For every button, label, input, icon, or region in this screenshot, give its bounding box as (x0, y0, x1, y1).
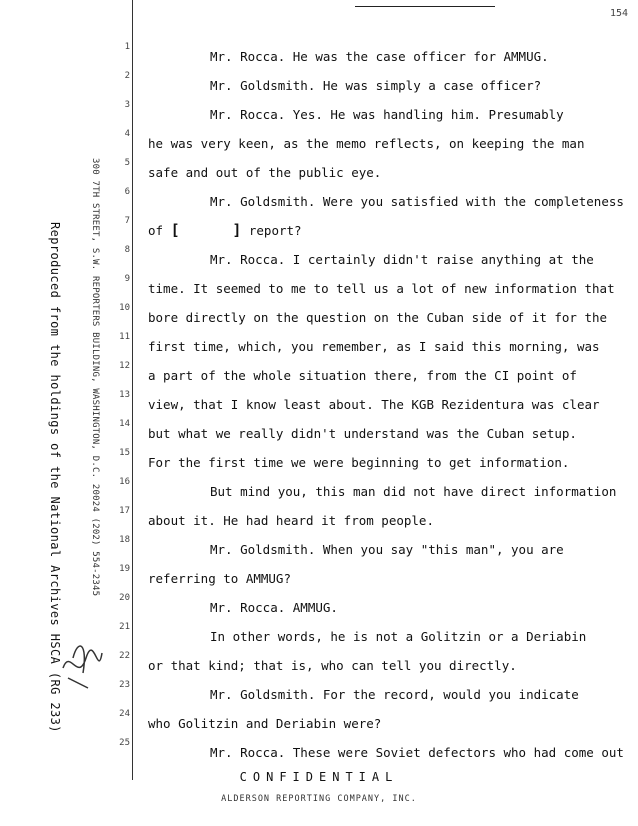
handwritten-mark (58, 628, 108, 698)
line-number: 25 (119, 738, 130, 748)
transcript-line: For the first time we were beginning to get information. (148, 455, 570, 470)
transcript-line: Mr. Rocca. These were Soviet defectors who had come out (210, 745, 624, 760)
line-number: 24 (119, 709, 130, 719)
reporter-address: 300 7TH STREET, S.W. REPORTERS BUILDING, WASHINGTON, D.C. 20024 (202) 554-2345 (90, 158, 100, 597)
transcript-line: Mr. Goldsmith. Were you satisfied with the completeness (210, 194, 624, 209)
line-number: 20 (119, 593, 130, 603)
line-number: 10 (119, 303, 130, 313)
transcript-line: view, that I know least about. The KGB Rezidentura was clear (148, 397, 600, 412)
line-numbers (110, 42, 130, 767)
line-number: 13 (119, 390, 130, 400)
line-number: 18 (119, 535, 130, 545)
transcript-line: Mr. Goldsmith. When you say "this man", you are (210, 542, 564, 557)
transcript-line: But mind you, this man did not have direct information (210, 484, 617, 499)
line-number: 14 (119, 419, 130, 429)
reproduction-note: Reproduced from the holdings of the National Archives HSCA (RG 233) (48, 222, 62, 733)
transcript-line: Mr. Rocca. AMMUG. (210, 600, 338, 615)
transcript-line: safe and out of the public eye. (148, 165, 382, 180)
transcript-line: Mr. Goldsmith. For the record, would you indicate (210, 687, 579, 702)
transcript-line-redacted (148, 216, 638, 245)
line-number: 23 (119, 680, 130, 690)
redaction-close-bracket: ] (232, 221, 242, 239)
transcript-line: Mr. Goldsmith. He was simply a case officer? (210, 78, 542, 93)
transcript-line: bore directly on the question on the Cuban side of it for the (148, 310, 608, 325)
transcript-line: In other words, he is not a Golitzin or a Deriabin (210, 629, 587, 644)
margin-rule (132, 0, 133, 780)
transcript-line: referring to AMMUG? (148, 571, 291, 586)
transcript-line-start: of (148, 223, 164, 238)
transcript-line: who Golitzin and Deriabin were? (148, 716, 382, 731)
transcript-line: time. It seemed to me to tell us a lot of new information that (148, 281, 615, 296)
line-number: 16 (119, 477, 130, 487)
transcript-line: a part of the whole situation there, from the CI point of (148, 368, 577, 383)
transcript-line: or that kind; that is, who can tell you directly. (148, 658, 517, 673)
transcript-line: first time, which, you remember, as I said this morning, was (148, 339, 600, 354)
line-number: 7 (124, 216, 130, 226)
line-number: 15 (119, 448, 130, 458)
transcript-body (148, 42, 638, 767)
line-number: 22 (119, 651, 130, 661)
transcript-line: about it. He had heard it from people. (148, 513, 434, 528)
line-number: 6 (124, 187, 130, 197)
line-number: 4 (124, 129, 130, 139)
transcript-line: he was very keen, as the memo reflects, on keeping the man (148, 136, 585, 151)
top-rule (355, 6, 495, 7)
line-number: 2 (124, 71, 130, 81)
classification-label: CONFIDENTIAL (239, 770, 399, 784)
line-number: 5 (124, 158, 130, 168)
line-number: 9 (124, 274, 130, 284)
redaction-open-bracket: [ (170, 221, 180, 239)
line-number: 8 (124, 245, 130, 255)
line-number: 21 (119, 622, 130, 632)
line-number: 17 (119, 506, 130, 516)
line-number: 3 (124, 100, 130, 110)
line-number: 11 (119, 332, 130, 342)
transcript-line: but what we really didn't understand was the Cuban setup. (148, 426, 577, 441)
line-number: 1 (124, 42, 130, 52)
transcript-line-end: report? (248, 223, 302, 238)
transcript-line: Mr. Rocca. I certainly didn't raise anything at the (210, 252, 594, 267)
transcript-line: Mr. Rocca. He was the case officer for AMMUG. (210, 49, 549, 64)
line-number: 12 (119, 361, 130, 371)
page-number: 154 (609, 8, 628, 19)
reporting-company: ALDERSON REPORTING COMPANY, INC. (221, 794, 417, 804)
line-number: 19 (119, 564, 130, 574)
transcript-line: Mr. Rocca. Yes. He was handling him. Presumably (210, 107, 564, 122)
